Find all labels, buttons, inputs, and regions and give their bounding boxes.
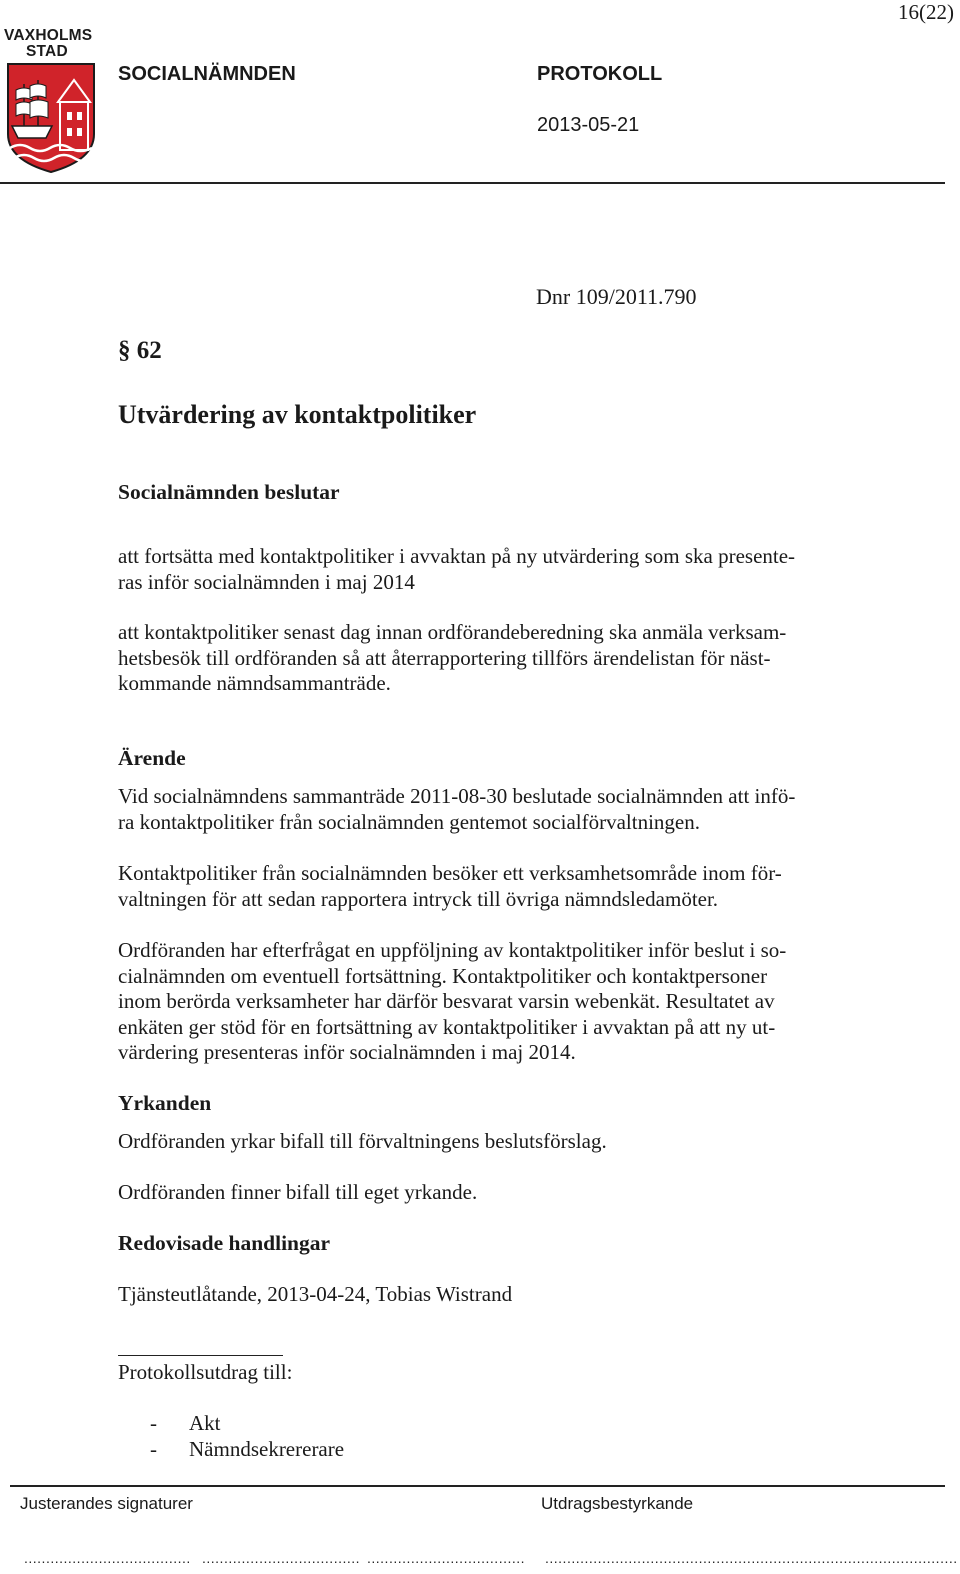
documents-paragraph: Tjänsteutlåtande, 2013-04-24, Tobias Wistrand <box>118 1282 513 1306</box>
crest-icon <box>6 62 98 174</box>
text-line: att kontaktpolitiker senast dag innan ordförandeberedning ska anmäla verksam- <box>118 620 787 644</box>
text-line: att fortsätta med kontaktpolitiker i avvaktan på ny utvärdering som ska presente- <box>118 544 796 568</box>
text-line: hetsbesök till ordföranden så att återrapportering tillförs ärendelistan för näst- <box>118 645 771 670</box>
header-doc-type: PROTOKOLL <box>537 63 663 85</box>
matter-paragraph-1 <box>118 784 888 835</box>
text-line: ras inför socialnämnden i maj 2014 <box>118 569 415 594</box>
claims-paragraph-2: Ordföranden finner bifall till eget yrkande. <box>118 1180 478 1204</box>
case-title: Utvärdering av kontaktpolitiker <box>118 400 477 429</box>
paragraph-number: § 62 <box>118 337 162 364</box>
header-divider <box>0 182 945 184</box>
footer-divider <box>10 1485 945 1487</box>
extract-divider <box>118 1355 283 1356</box>
signature-line-1: ...................................... <box>24 1550 191 1566</box>
matter-paragraph-2 <box>118 861 888 912</box>
logo-text-line1: VAXHOLMS <box>4 27 93 44</box>
list-item-text: Nämndsekrererare <box>189 1436 345 1461</box>
vaxholm-logo <box>4 28 100 178</box>
list-item <box>150 1437 344 1463</box>
logo-text-line2: STAD <box>26 43 68 60</box>
list-dash: - <box>150 1436 157 1461</box>
decision-paragraph-1 <box>118 544 888 595</box>
certification-line: .............................................................................................. <box>545 1550 958 1566</box>
signature-line-3: .................................... <box>367 1550 526 1566</box>
text-line: ra kontaktpolitiker från socialnämnden gentemot socialförvaltningen. <box>118 809 700 834</box>
header-date: 2013-05-21 <box>537 114 640 136</box>
signature-line-2: .................................... <box>202 1550 361 1566</box>
claims-heading: Yrkanden <box>118 1091 212 1115</box>
claims-paragraph-1: Ordföranden yrkar bifall till förvaltningens beslutsförslag. <box>118 1129 607 1153</box>
text-line: värdering presenteras inför socialnämnden i maj 2014. <box>118 1040 576 1065</box>
decision-paragraph-2 <box>118 620 888 697</box>
text-line: Ordföranden har efterfrågat en uppföljning av kontaktpolitiker inför beslut i so- <box>118 938 787 962</box>
text-line: cialnämnden om eventuell fortsättning. Kontaktpolitiker och kontaktpersoner <box>118 963 768 988</box>
list-item <box>150 1411 344 1437</box>
text-line: inom berörda verksamheter har därför besvarat varsin webenkät. Resultatet av <box>118 989 775 1014</box>
list-dash: - <box>150 1411 157 1435</box>
text-line: enkäten ger stöd för en fortsättning av kontaktpolitiker i avvaktan på att ny ut- <box>118 1014 776 1039</box>
extract-label: Protokollsutdrag till: <box>118 1360 293 1384</box>
text-line: Vid socialnämndens sammanträde 2011-08-30 beslutade socialnämnden att infö- <box>118 784 796 808</box>
matter-paragraph-3 <box>118 938 888 1066</box>
text-line: valtningen för att sedan rapportera intryck till övriga nämndsledamöter. <box>118 886 719 911</box>
decision-heading: Socialnämnden beslutar <box>118 480 340 504</box>
header-department: SOCIALNÄMNDEN <box>118 63 296 85</box>
matter-heading: Ärende <box>118 746 186 770</box>
case-number: Dnr 109/2011.790 <box>536 284 697 309</box>
page-number: 16(22) <box>898 0 954 24</box>
list-item-text: Akt <box>189 1411 221 1435</box>
footer-certification-label: Utdragsbestyrkande <box>541 1494 694 1513</box>
text-line: kommande nämndsammanträde. <box>118 671 391 696</box>
documents-heading: Redovisade handlingar <box>118 1231 331 1255</box>
text-line: Kontaktpolitiker från socialnämnden besöker ett verksamhetsområde inom för- <box>118 861 782 885</box>
extract-list <box>150 1411 344 1462</box>
footer-signatures-label: Justerandes signaturer <box>20 1494 193 1513</box>
